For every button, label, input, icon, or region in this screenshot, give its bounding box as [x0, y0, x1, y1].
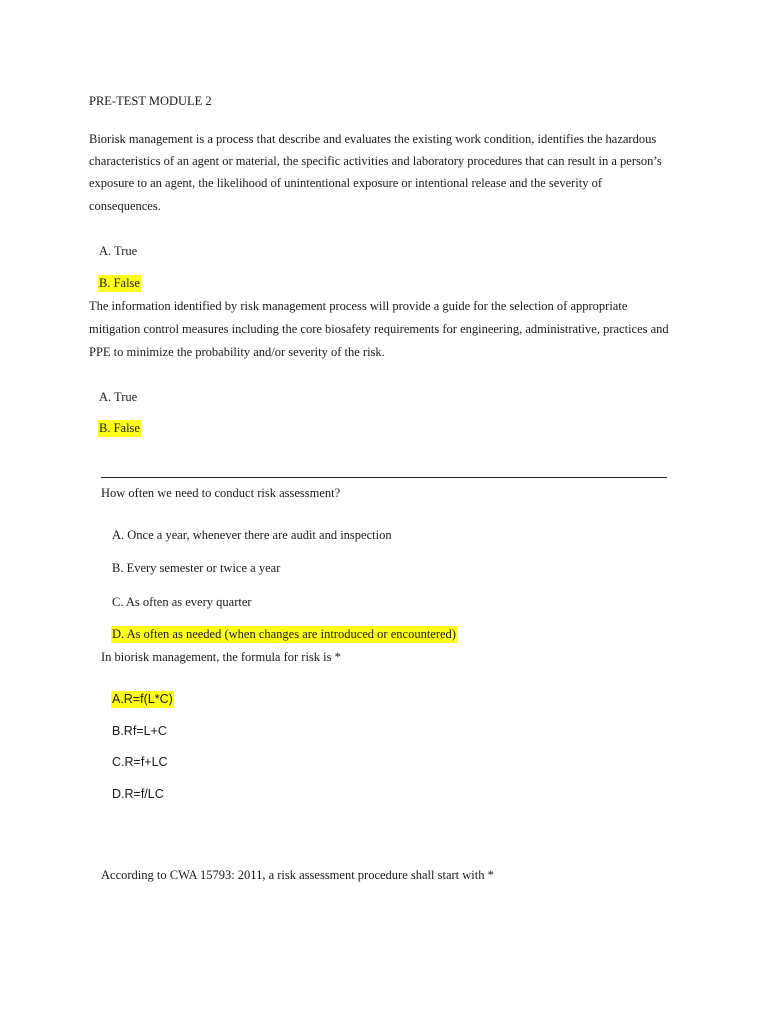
question-2-line-1: The information identified by risk management process will provide a guide for the selection of appropriate	[89, 299, 628, 313]
question-1-option-a: A. True	[99, 244, 138, 258]
answer-highlight: B. False	[99, 421, 140, 435]
question-4-option-c: C.R=f+LC	[112, 755, 168, 769]
question-4-text: In biorisk management, the formula for risk is *	[101, 650, 341, 664]
question-3-option-b: B. Every semester or twice a year	[112, 561, 281, 575]
question-4-option-d: D.R=f/LC	[112, 787, 164, 801]
question-5-text: According to CWA 15793: 2011, a risk assessment procedure shall start with *	[101, 868, 494, 882]
question-3-text: How often we need to conduct risk assessment?	[101, 486, 341, 500]
question-3-option-c: C. As often as every quarter	[112, 595, 252, 609]
question-1-line-4: consequences.	[89, 199, 161, 213]
question-2-line-2: mitigation control measures including the core biosafety requirements for engineering, administrative, practices and	[89, 322, 669, 336]
document-title: PRE-TEST MODULE 2	[89, 94, 212, 108]
question-1-line-3: exposure to an agent, the likelihood of unintentional exposure or intentional release and the severity of	[89, 176, 603, 190]
question-1-line-2: characteristics of an agent or material, the specific activities and laboratory procedures that can result in a person’s	[89, 154, 662, 168]
answer-highlight: B. False	[99, 276, 140, 290]
question-2-option-b	[98, 417, 141, 440]
question-4-option-a	[111, 688, 174, 711]
horizontal-divider	[101, 477, 667, 478]
question-2-line-3: PPE to minimize the probability and/or severity of the risk.	[89, 345, 385, 359]
question-1-line-1: Biorisk management is a process that describe and evaluates the existing work condition, identifies the hazardous	[89, 132, 657, 146]
question-1-option-b	[98, 272, 141, 295]
answer-highlight: A.R=f(L*C)	[112, 692, 173, 706]
question-2-option-a: A. True	[99, 390, 138, 404]
question-4-option-b: B.Rf=L+C	[112, 724, 167, 738]
answer-highlight: D. As often as needed (when changes are introduced or encountered)	[112, 627, 456, 641]
question-3-option-d	[111, 623, 457, 646]
question-3-option-a: A. Once a year, whenever there are audit and inspection	[112, 528, 392, 542]
